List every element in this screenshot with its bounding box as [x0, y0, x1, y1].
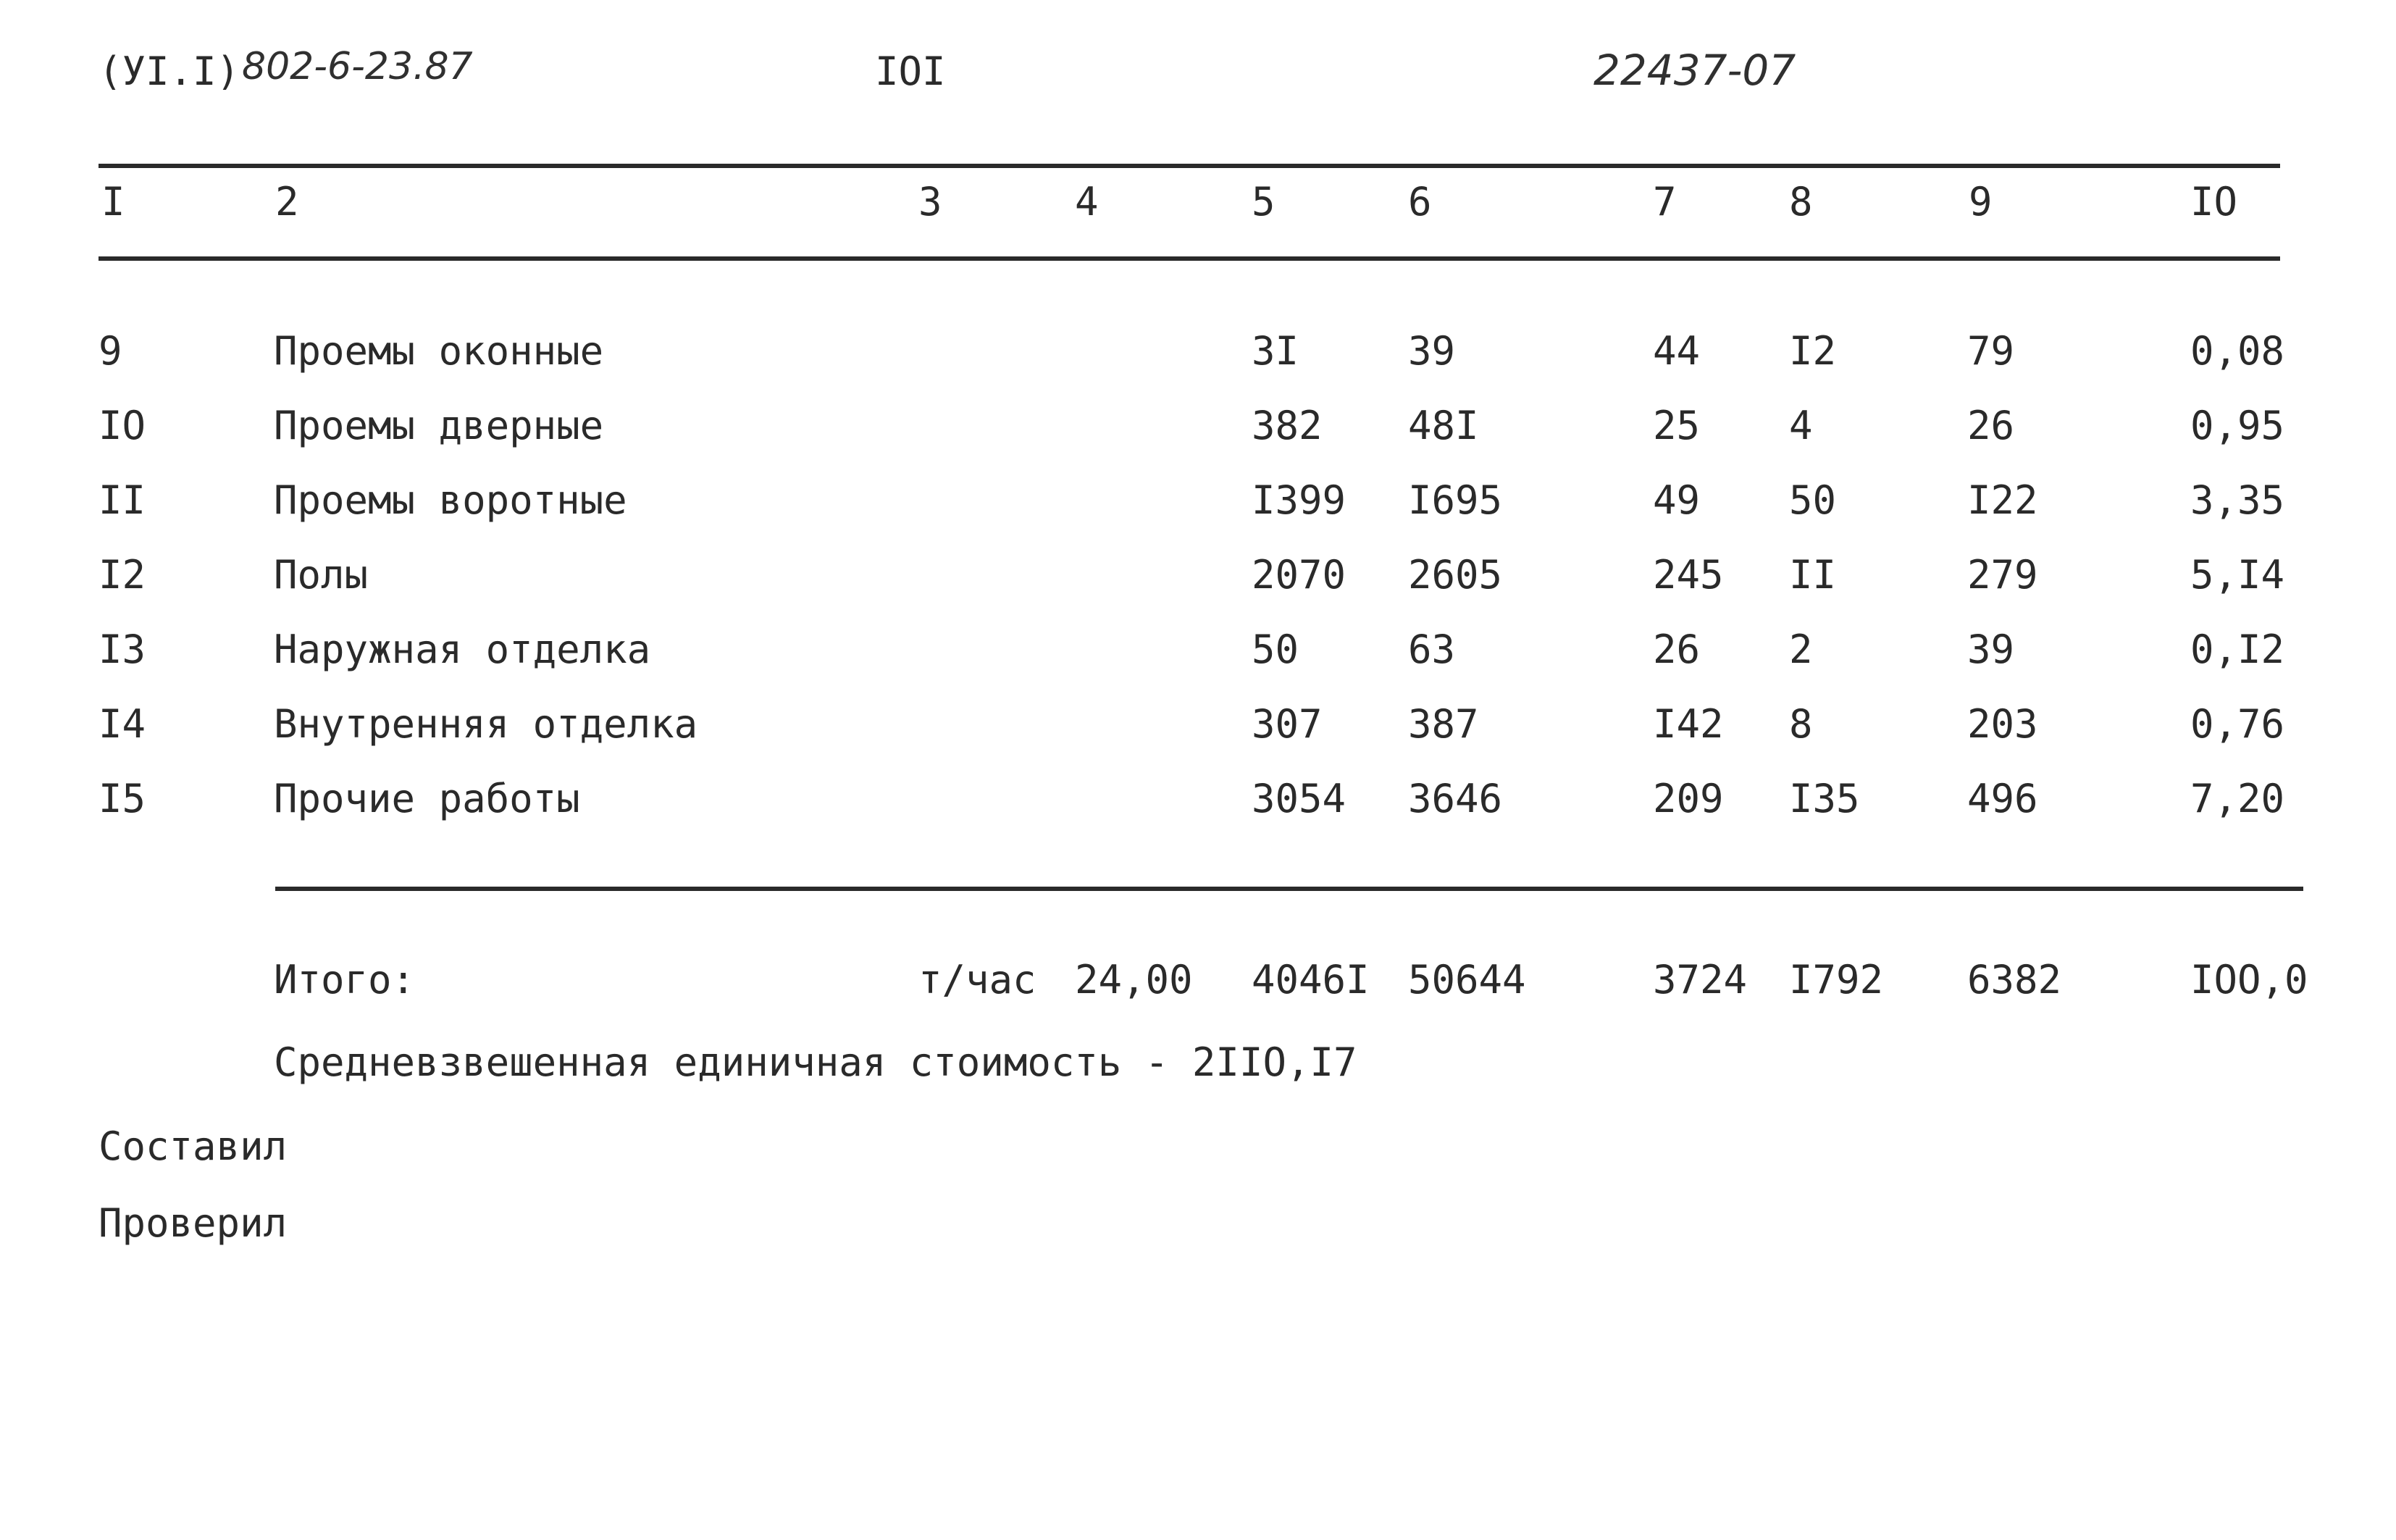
cell-col8: 2 [1789, 627, 1813, 672]
cell-col9: I22 [1967, 477, 2038, 523]
cell-col5: 3054 [1252, 776, 1346, 821]
total-col10: IOO,0 [2190, 957, 2308, 1003]
column-header: 9 [1969, 179, 1993, 225]
column-header: I [101, 179, 125, 225]
weighted-cost-line: Средневзвешенная единичная стоимость - 2IIO,I7 [274, 1039, 1357, 1085]
row-number: 9 [99, 328, 122, 374]
checked-by-label: Проверил [99, 1200, 288, 1246]
cell-col9: 203 [1967, 701, 2038, 747]
cell-col7: 25 [1653, 403, 1701, 448]
cell-col7: 209 [1653, 776, 1724, 821]
cell-col6: 63 [1408, 627, 1456, 672]
cell-col10: 7,20 [2190, 776, 2285, 821]
cell-col10: 5,I4 [2190, 552, 2285, 598]
column-header: 6 [1408, 179, 1432, 225]
table-header-rule [99, 256, 2280, 261]
cell-col8: II [1789, 552, 1837, 598]
cell-col5: 3I [1252, 328, 1299, 374]
cell-col5: 2070 [1252, 552, 1346, 598]
total-rule [275, 887, 2303, 891]
column-header: 2 [275, 179, 299, 225]
cell-col6: 387 [1408, 701, 1479, 747]
cell-col6: 39 [1408, 328, 1456, 374]
column-header: 7 [1653, 179, 1677, 225]
cell-col6: 48I [1408, 403, 1479, 448]
cell-col10: 3,35 [2190, 477, 2285, 523]
total-col6: 50644 [1408, 957, 1526, 1003]
total-col8: I792 [1789, 957, 1884, 1003]
cell-col5: 50 [1252, 627, 1299, 672]
cell-col9: 79 [1967, 328, 2015, 374]
page-number: IOI [875, 49, 946, 94]
cell-col5: 382 [1252, 403, 1323, 448]
total-col7: 3724 [1653, 957, 1748, 1003]
doc-code-handwritten: 802-6-23.87 [242, 45, 473, 88]
compiled-by-label: Составил [99, 1123, 288, 1169]
total-col4: 24,00 [1075, 957, 1193, 1003]
row-name: Полы [274, 552, 369, 598]
column-header: 4 [1075, 179, 1099, 225]
row-name: Наружная отделка [274, 627, 651, 672]
total-col5: 4046I [1252, 957, 1370, 1003]
row-number: I4 [99, 701, 146, 747]
cell-col9: 279 [1967, 552, 2038, 598]
cell-col7: 26 [1653, 627, 1701, 672]
cell-col7: 49 [1653, 477, 1701, 523]
cell-col5: 307 [1252, 701, 1323, 747]
row-number: I3 [99, 627, 146, 672]
row-number: I5 [99, 776, 146, 821]
cell-col6: 3646 [1408, 776, 1503, 821]
row-name: Проемы оконные [274, 328, 604, 374]
column-header: IO [2190, 179, 2238, 225]
cell-col5: I399 [1252, 477, 1346, 523]
total-label: Итого: [274, 957, 416, 1003]
cell-col10: 0,08 [2190, 328, 2285, 374]
cell-col8: I2 [1789, 328, 1837, 374]
row-number: IO [99, 403, 146, 448]
cell-col6: 2605 [1408, 552, 1503, 598]
cell-col7: 44 [1653, 328, 1701, 374]
cell-col10: 0,95 [2190, 403, 2285, 448]
row-name: Прочие работы [274, 776, 580, 821]
cell-col8: 8 [1789, 701, 1813, 747]
cell-col9: 39 [1967, 627, 2015, 672]
cell-col7: 245 [1653, 552, 1724, 598]
column-header: 8 [1789, 179, 1813, 225]
cell-col6: I695 [1408, 477, 1503, 523]
cell-col9: 496 [1967, 776, 2038, 821]
cell-col9: 26 [1967, 403, 2015, 448]
row-name: Проемы дверные [274, 403, 604, 448]
cell-col8: I35 [1789, 776, 1860, 821]
cell-col10: 0,76 [2190, 701, 2285, 747]
column-header: 3 [918, 179, 942, 225]
column-header: 5 [1252, 179, 1276, 225]
doc-code-prefix: (УI.I) [99, 49, 240, 94]
row-name: Внутренняя отделка [274, 701, 698, 747]
total-col9: 6382 [1967, 957, 2062, 1003]
total-unit: т/час [918, 957, 1036, 1003]
table-top-rule [99, 164, 2280, 168]
row-name: Проемы воротные [274, 477, 627, 523]
doc-number: 22437-07 [1593, 46, 1796, 95]
cell-col10: 0,I2 [2190, 627, 2285, 672]
cell-col7: I42 [1653, 701, 1724, 747]
cell-col8: 50 [1789, 477, 1837, 523]
cell-col8: 4 [1789, 403, 1813, 448]
row-number: I2 [99, 552, 146, 598]
row-number: II [99, 477, 146, 523]
